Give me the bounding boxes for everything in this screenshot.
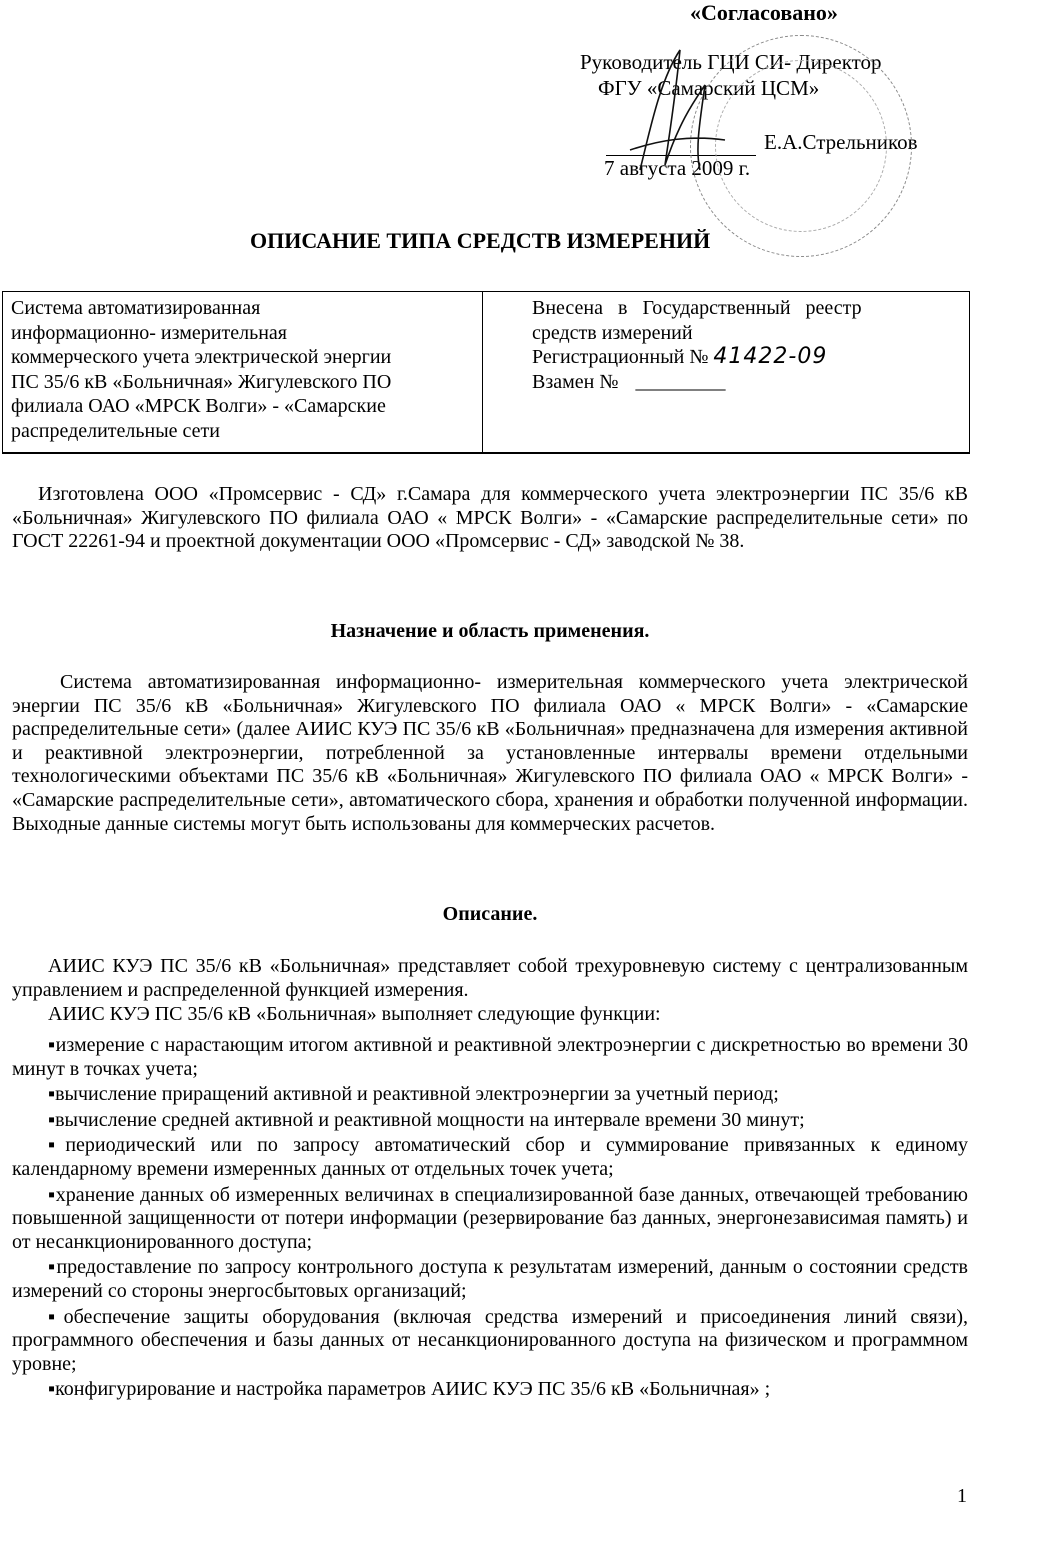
function-item: ▪предоставление по запросу контрольного доступа к результатам измерений, данным о состоянии средств измерений со стороны энергосбытовых организаций; — [12, 1256, 968, 1302]
function-item: ▪измерение с нарастающим итогом активной и реактивной электроэнергии с дискретностью во времени 30 минут в точках учета; — [12, 1034, 968, 1080]
functions-intro: АИИС КУЭ ПС 35/6 кВ «Больничная» выполняет следующие функции: — [48, 1003, 661, 1025]
system-name-line: информационно- измерительная — [11, 321, 287, 344]
function-item: ▪обеспечение защиты оборудования (включая средства измерений и присоединения линий связи), программного обеспечения и базы данных от несанкционированного доступа на физическом и программном уровне; — [12, 1305, 968, 1375]
approval-line1: Руководитель ГЦИ СИ- Директор — [580, 50, 882, 74]
system-name-line: Система автоматизированная — [11, 297, 261, 319]
system-name-cell — [3, 292, 483, 452]
document-title: ОПИСАНИЕ ТИПА СРЕДСТВ ИЗМЕРЕНИЙ — [250, 228, 711, 253]
function-item: ▪вычисление приращений активной и реактивной электроэнергии за учетный период; — [48, 1083, 779, 1106]
replacement-value: _________ — [635, 370, 726, 393]
page-number: 1 — [957, 1485, 967, 1507]
system-name-line: филиала ОАО «МРСК Волги» - «Самарские — [11, 395, 386, 417]
section-heading-purpose: Назначение и область применения. — [330, 620, 650, 642]
system-name-line: ПС 35/6 кВ «Больничная» Жигулевского ПО — [11, 370, 392, 393]
registry-line2: средств измерений — [532, 321, 693, 344]
purpose-paragraph: Система автоматизированная информационно- измерительная коммерческого учета электрической энергии ПС 35/6 кВ «Больничная» Жигулевского ПО филиала ОАО « МРСК Волги» - «Самарские распределительные сети» (далее АИИС КУЭ ПС 35/6 кВ «Больничная» предназначена для измерения активной и реактивной электроэнергии, потребленной за установленные интервалы времени отдельными технологическими объектами ПС 35/6 кВ «Больничная» Жигулевского ПО филиала ОАО « МРСК Волги» - «Самарские распределительные сети», автоматического сбора, хранения и обработки полученной информации. Выходные данные системы могут быть использованы для коммерческих расчетов. — [12, 671, 968, 835]
description-paragraph: АИИС КУЭ ПС 35/6 кВ «Больничная» представляет собой трехуровневую систему с централизованным управлением и распределенной функцией измерения. — [12, 955, 968, 1001]
function-item: ▪хранение данных об измеренных величинах в специализированной базе данных, отвечающей требованию повышенной защищенности от потери информации (резервирование баз данных, энергонезависимая память) и от несанкционированного доступа; — [12, 1183, 968, 1253]
registration-label: Регистрационный № — [532, 346, 709, 368]
functions-list — [12, 1034, 968, 1404]
replacement-row — [532, 370, 959, 395]
approval-signer: Е.А.Стрельников — [764, 130, 918, 154]
registry-cell — [484, 292, 969, 452]
system-name-line: коммерческого учета электрической энергии — [11, 346, 392, 368]
approval-heading: «Согласовано» — [690, 0, 838, 25]
section-heading-description: Описание. — [442, 903, 538, 925]
intro-paragraph: Изготовлена ООО «Промсервис - СД» г.Самара для коммерческого учета электроэнергии ПС 35/6 кВ «Больничная» Жигулевского ПО филиала ОАО « МРСК Волги» - «Самарские распределительные сети» по ГОСТ 22261-94 и проектной документации ООО «Промсервис - СД» заводской № 38. — [12, 483, 968, 553]
handwritten-signature — [620, 40, 730, 180]
function-item: ▪конфигурирование и настройка параметров АИИС КУЭ ПС 35/6 кВ «Больничная» ; — [48, 1378, 771, 1401]
registry-line1: Внесена в Государственный реестр — [532, 297, 862, 319]
replacement-label: Взамен № — [532, 370, 619, 393]
approval-date: 7 августа 2009 г. — [604, 156, 751, 180]
registration-table — [2, 291, 970, 454]
registration-number-row — [532, 345, 959, 370]
system-name-line: распределительные сети — [11, 419, 220, 442]
official-seal-inner-ring — [715, 60, 887, 232]
registration-number-handwritten: 41422-09 — [713, 344, 828, 369]
approval-line2: ФГУ «Самарский ЦСМ» — [598, 76, 820, 100]
function-item: ▪периодический или по запросу автоматический сбор и суммирование привязанных к единому календарному времени измеренных данных от отдельных точек учета; — [12, 1134, 968, 1180]
function-item: ▪вычисление средней активной и реактивной мощности на интервале времени 30 минут; — [48, 1108, 805, 1131]
